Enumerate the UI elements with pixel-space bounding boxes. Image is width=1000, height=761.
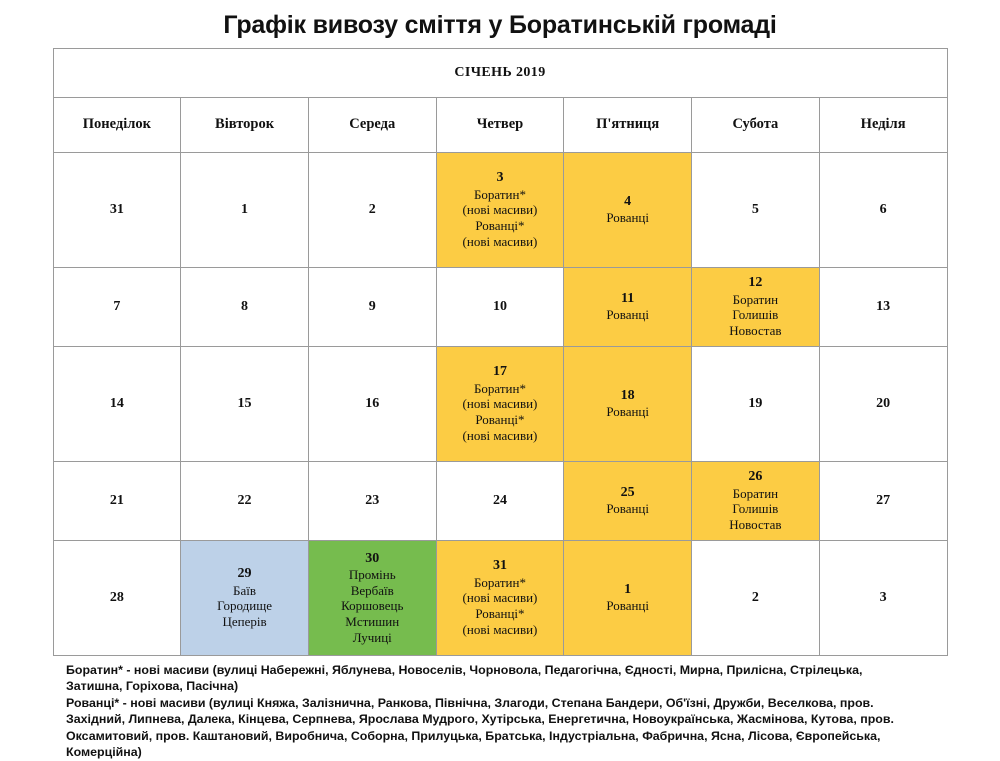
village-name: (нові масиви) xyxy=(462,396,538,412)
village-name: Новостав xyxy=(729,323,782,339)
day-number: 20 xyxy=(876,396,891,412)
village-name: Рованці xyxy=(606,598,649,614)
day-number: 21 xyxy=(109,493,124,509)
village-name: Баїв xyxy=(233,582,257,598)
day-number: 11 xyxy=(621,291,635,307)
calendar-week-row xyxy=(53,461,947,540)
day-number: 3 xyxy=(879,590,887,606)
day-number: 31 xyxy=(109,202,124,218)
day-header-3: Середа xyxy=(308,97,436,152)
village-name: Боратин* xyxy=(473,186,526,202)
village-name: Рованці xyxy=(606,501,649,517)
calendar-day-cell[interactable] xyxy=(564,540,692,655)
village-name: Боратин* xyxy=(473,380,526,396)
day-number: 12 xyxy=(748,275,763,291)
calendar-day-cell[interactable] xyxy=(692,540,820,655)
calendar-day-cell[interactable] xyxy=(308,461,436,540)
calendar-day-cell[interactable] xyxy=(819,540,947,655)
day-number: 1 xyxy=(624,582,632,598)
day-number: 24 xyxy=(492,493,507,509)
village-name: (нові масиви) xyxy=(462,234,538,250)
calendar-week-row xyxy=(53,346,947,461)
calendar-day-cell[interactable] xyxy=(564,461,692,540)
day-number: 22 xyxy=(237,493,252,509)
village-name: Городище xyxy=(217,598,272,614)
village-name: Рованці xyxy=(606,404,649,420)
day-number: 13 xyxy=(876,299,891,315)
calendar-day-cell[interactable] xyxy=(436,267,564,346)
day-number: 4 xyxy=(624,194,632,210)
calendar-day-cell[interactable] xyxy=(692,461,820,540)
village-name: Цеперів xyxy=(222,614,267,630)
village-name: Рованці xyxy=(606,307,649,323)
village-name: (нові масиви) xyxy=(462,202,538,218)
calendar-day-cell[interactable] xyxy=(308,152,436,267)
calendar-day-cell[interactable] xyxy=(53,461,181,540)
day-number: 2 xyxy=(368,202,376,218)
day-number: 29 xyxy=(237,566,252,582)
day-number: 26 xyxy=(748,469,763,485)
day-number: 5 xyxy=(751,202,759,218)
day-header-4: Четвер xyxy=(436,97,564,152)
day-number: 23 xyxy=(365,493,380,509)
calendar-day-cell[interactable] xyxy=(436,540,564,655)
calendar-day-cell[interactable] xyxy=(692,267,820,346)
day-number: 28 xyxy=(109,590,124,606)
calendar-day-cell[interactable] xyxy=(181,152,309,267)
footnotes xyxy=(54,662,946,761)
calendar-day-cell[interactable] xyxy=(308,267,436,346)
calendar-day-cell[interactable] xyxy=(692,346,820,461)
village-name: Мстишин xyxy=(345,614,400,630)
calendar-month-row xyxy=(53,48,947,97)
calendar-day-cell[interactable] xyxy=(819,267,947,346)
calendar-day-cell[interactable] xyxy=(819,346,947,461)
day-number: 31 xyxy=(492,558,507,574)
calendar-day-cell[interactable] xyxy=(819,152,947,267)
footnote-line-6: Комерційна) xyxy=(66,745,142,760)
day-number: 17 xyxy=(492,364,507,380)
calendar-day-cell[interactable] xyxy=(819,461,947,540)
calendar-day-cell[interactable] xyxy=(53,152,181,267)
calendar-day-cell[interactable] xyxy=(53,346,181,461)
day-header-row xyxy=(53,97,947,152)
footnote-line-3: Рованці* - нові масиви (вулиці Княжа, Залізнична, Ранкова, Північна, Злагоди, Степана Бандери, Об'їзні, Дружби, Веселкова, пров. xyxy=(66,695,874,710)
village-name: Новостав xyxy=(729,517,782,533)
day-number: 19 xyxy=(748,396,763,412)
village-name: (нові масиви) xyxy=(462,428,538,444)
calendar-day-cell[interactable] xyxy=(564,346,692,461)
calendar-day-cell[interactable] xyxy=(436,152,564,267)
village-name: Голишів xyxy=(732,501,779,517)
village-name: Боратин* xyxy=(473,574,526,590)
day-header-2: Вівторок xyxy=(181,97,309,152)
day-number: 25 xyxy=(620,485,635,501)
village-name: Рованці* xyxy=(475,606,525,622)
page-title: Графік вивозу сміття у Боратинській громаді xyxy=(223,11,777,39)
day-number: 7 xyxy=(113,299,121,315)
day-number: 10 xyxy=(492,299,507,315)
day-header-1: Понеділок xyxy=(53,97,181,152)
calendar-day-cell[interactable] xyxy=(564,267,692,346)
day-number: 9 xyxy=(368,299,376,315)
calendar-day-cell[interactable] xyxy=(53,267,181,346)
day-number: 1 xyxy=(241,202,249,218)
village-name: Коршовець xyxy=(341,598,404,614)
village-name: Вербаїв xyxy=(350,582,394,598)
day-header-6: Субота xyxy=(692,97,820,152)
day-number: 30 xyxy=(365,550,380,566)
month-label: СІЧЕНЬ 2019 xyxy=(53,48,947,97)
calendar-week-row xyxy=(53,152,947,267)
day-header-5: П'ятниця xyxy=(564,97,692,152)
calendar-day-cell[interactable] xyxy=(181,540,309,655)
village-name: Промінь xyxy=(348,566,396,582)
calendar-container xyxy=(53,48,948,656)
calendar-day-cell[interactable] xyxy=(181,267,309,346)
village-name: (нові масиви) xyxy=(462,590,538,606)
footnote-line-2: Затишна, Горіхова, Пасічна) xyxy=(66,679,239,694)
day-number: 14 xyxy=(109,396,124,412)
day-number: 27 xyxy=(876,493,891,509)
calendar-day-cell[interactable] xyxy=(564,152,692,267)
day-number: 3 xyxy=(496,170,504,186)
calendar-day-cell[interactable] xyxy=(181,461,309,540)
calendar-day-cell[interactable] xyxy=(181,346,309,461)
day-number: 2 xyxy=(751,590,759,606)
day-number: 18 xyxy=(620,388,635,404)
calendar-day-cell[interactable] xyxy=(436,461,564,540)
calendar-day-cell[interactable] xyxy=(692,152,820,267)
day-number: 6 xyxy=(879,202,887,218)
village-name: Рованці* xyxy=(475,412,525,428)
calendar-day-cell[interactable] xyxy=(436,346,564,461)
day-number: 16 xyxy=(365,396,380,412)
calendar-day-cell[interactable] xyxy=(308,346,436,461)
village-name: Рованці* xyxy=(475,218,525,234)
day-header-7: Неділя xyxy=(819,97,947,152)
village-name: Лучиці xyxy=(352,630,392,646)
footnote-line-4: Західний, Липнева, Далека, Кінцева, Серпнева, Ярослава Мудрого, Хутірська, Енергетична, Новоукраїнська, Жасмінова, Кутова, пров. xyxy=(66,712,894,727)
calendar-table xyxy=(53,48,948,656)
day-number: 15 xyxy=(237,396,252,412)
village-name: Голишів xyxy=(732,307,779,323)
village-name: (нові масиви) xyxy=(462,622,538,638)
calendar-day-cell[interactable] xyxy=(308,540,436,655)
day-number: 8 xyxy=(241,299,249,315)
village-name: Боратин xyxy=(732,485,779,501)
footnote-line-1: Боратин* - нові масиви (вулиці Набережні, Яблунева, Новоселів, Чорновола, Педагогічна, Єдності, Мирна, Прилісна, Стрілецька, xyxy=(66,662,863,677)
footnote-line-5: Оксамитовий, пров. Каштановий, Виробнича, Соборна, Прилуцька, Братська, Індустріальна, Фабрична, Ясна, Лісова, Європейська, xyxy=(66,728,881,743)
calendar-week-row xyxy=(53,267,947,346)
village-name: Рованці xyxy=(606,210,649,226)
calendar-week-row xyxy=(53,540,947,655)
village-name: Боратин xyxy=(732,291,779,307)
calendar-day-cell[interactable] xyxy=(53,540,181,655)
